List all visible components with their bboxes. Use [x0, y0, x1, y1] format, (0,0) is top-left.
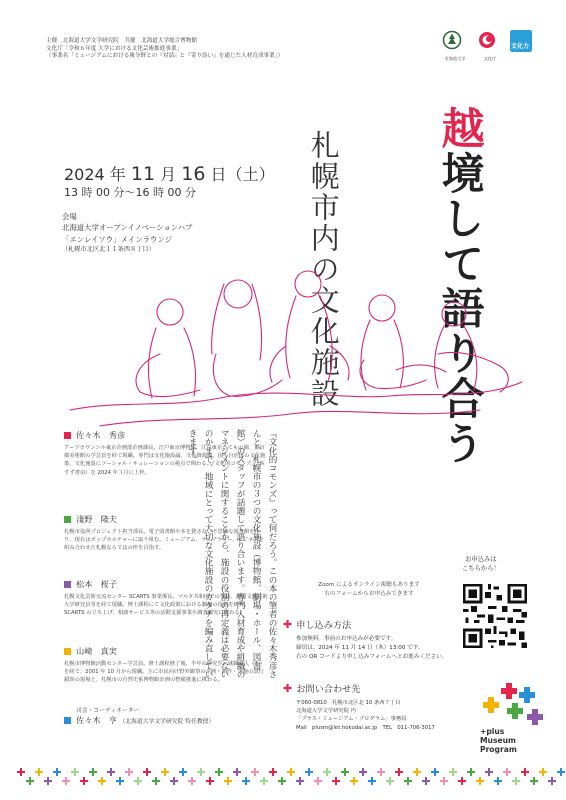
deco-plus-mark — [332, 780, 340, 782]
speaker-bio: 札幌文化芸術交流センター SCARTS 事業係長。マルタ共和国での生活、静岡文化芸術大学研究員等を経て現職。博士課程にて文化政策における劇場の役割を研究。SCARTS の立ち上げ、相談サービス等の活動支援事業や調査研究に携わる。 — [64, 594, 268, 617]
contact-office: 「プラス・ミュージアム・プログラム」事務局 — [296, 716, 407, 723]
organizer-header — [46, 38, 346, 61]
deco-plus-mark — [422, 780, 430, 782]
speaker-color-marker — [64, 516, 71, 523]
deco-plus-mark — [557, 771, 565, 773]
deco-plus-mark — [197, 771, 205, 773]
date-month: 11 — [130, 163, 156, 185]
deco-plus-mark — [107, 771, 115, 773]
venue-name-line1: 北海道大学オープンイノベーションハブ — [62, 223, 193, 233]
deco-plus-mark — [251, 771, 259, 773]
deco-plus-mark — [152, 780, 160, 782]
deco-plus-mark — [440, 780, 448, 782]
speaker-color-marker — [64, 432, 71, 439]
coordinator-block — [64, 705, 284, 729]
program-line-3: Program — [480, 745, 517, 755]
coordinator-color-marker — [64, 717, 71, 724]
contact-heading: お問い合わせ先 — [296, 684, 361, 695]
deco-plus-mark — [26, 780, 34, 782]
bunkacho-logo — [477, 30, 503, 70]
speaker-bio: 札幌市博物館活動センター学芸員。修士課程修了後、半年の研究生＝就職浪人（？）を経て、2001 年 10 月から現職。主に市民向け野外観察の企画・制作・実施の試行錯誤の現場と、札幌市の自然史系博物館計画の整備推進に携わる。 — [64, 661, 266, 684]
coordinator-affiliation: （北海道大学文学研究院 特任教授） — [119, 719, 215, 725]
deco-plus-mark — [314, 780, 322, 782]
deco-plus-mark — [80, 780, 88, 782]
deco-plus-mark — [323, 771, 331, 773]
deco-plus-mark — [242, 780, 250, 782]
people-line-illustration — [60, 250, 530, 440]
date-weekday: （土） — [226, 165, 275, 184]
contact-org: 北海道大学文学研究院 内 — [296, 708, 356, 715]
deco-plus-mark — [368, 780, 376, 782]
plus-museum-program-text — [480, 727, 517, 754]
speaker-name: 松本 桜子 — [76, 579, 117, 589]
event-time: 13 時 00 分～16 時 00 分 — [64, 186, 196, 199]
date-year: 2024 年 — [64, 165, 126, 184]
deco-plus-mark — [494, 780, 502, 782]
project-name-line: （事業名「ミュージアムにおける複分野との『対話』と『寄り添い』を通じた人材育成事業」） — [46, 53, 284, 60]
deco-plus-mark — [188, 780, 196, 782]
speaker-card-matsumoto — [64, 579, 268, 618]
deco-plus-mark — [143, 771, 151, 773]
deco-plus-mark — [161, 771, 169, 773]
application-section — [283, 617, 543, 662]
bunkacho-logo-text: 文化庁 — [483, 56, 497, 61]
plus-icon: ✚ — [283, 617, 293, 631]
application-line-qr: 右の QR コードより申し込みフォームへとお進みください。 — [296, 653, 448, 660]
deco-plus-mark — [512, 780, 520, 782]
deco-plus-mark — [377, 771, 385, 773]
deco-plus-mark — [62, 780, 70, 782]
decorative-plus-border — [0, 766, 566, 792]
contact-mail-tel[interactable]: Mail plusm@let.hokudai.ac.jp TEL 011-706-3017 — [296, 724, 435, 731]
deco-plus-mark — [233, 771, 241, 773]
deco-plus-mark — [44, 780, 52, 782]
plus-icon: ✚ — [283, 681, 293, 695]
venue-block — [62, 211, 192, 255]
deco-plus-mark — [413, 771, 421, 773]
main-title-rest: 境して語り合う — [434, 151, 485, 466]
application-line-fee: 参加無料。事前のお申込みが必要です。 — [296, 636, 397, 642]
deco-plus-mark — [485, 771, 493, 773]
deco-plus-mark — [296, 780, 304, 782]
bunkaryoku-logo — [510, 30, 536, 70]
deco-plus-mark — [467, 771, 475, 773]
deco-plus-mark — [350, 780, 358, 782]
deco-plus-mark — [404, 780, 412, 782]
program-line-2: Museum — [480, 736, 516, 746]
venue-name-line2: 「エンレイソウ」メインラウンジ — [62, 234, 172, 244]
deco-plus-mark — [170, 780, 178, 782]
speaker-name: 山崎 真実 — [76, 646, 117, 656]
hokudai-emblem-icon — [442, 30, 462, 50]
deco-plus-mark — [125, 771, 133, 773]
zoom-note: Zoom によるオンライン視聴もあります 右のフォームからお申込みできます — [318, 582, 420, 597]
speaker-card-sasaki — [64, 430, 268, 477]
date-day-unit: 日 — [205, 165, 227, 184]
deco-plus-mark — [98, 780, 106, 782]
deco-plus-mark — [224, 780, 232, 782]
venue-label: 会場 — [62, 212, 77, 221]
deco-plus-mark — [431, 771, 439, 773]
speaker-name: 淺野 隆夫 — [76, 514, 117, 524]
deco-plus-mark — [134, 780, 142, 782]
deco-plus-mark — [521, 771, 529, 773]
deco-plus-mark — [269, 771, 277, 773]
deco-plus-mark — [548, 780, 556, 782]
deco-plus-mark — [287, 771, 295, 773]
deco-plus-mark — [458, 780, 466, 782]
deco-plus-mark — [179, 771, 187, 773]
speaker-card-yamazaki — [64, 646, 268, 685]
deco-plus-mark — [17, 771, 25, 773]
coordinator-label: 司会・コーディネーター — [76, 708, 140, 714]
bunkaryoku-logo-text: 文化力 — [511, 43, 530, 50]
contact-address: 〒060-0810 札幌市北区北 10 条西７丁目 — [296, 700, 401, 706]
application-line-deadline: 締切は、2024 年 11 月 14 日（木）13:00 です。 — [296, 644, 424, 651]
speaker-card-asano — [64, 514, 268, 553]
hokudai-logo — [442, 30, 468, 70]
deco-plus-mark — [359, 771, 367, 773]
hokudai-logo-text: 北海道大学 — [444, 56, 466, 61]
speaker-name: 佐々木 秀彦 — [76, 430, 126, 440]
date-month-unit: 月 — [155, 165, 177, 184]
venue-address: （札幌市北区北１１条西８丁目） — [62, 246, 155, 254]
deco-plus-mark — [530, 780, 538, 782]
organizer-line: 主催 北海道大学文学研究院 共催 北海道大学総合博物館 — [46, 38, 198, 44]
speaker-bio: アーツカウンシル東京企画部企画課長。江戸東京博物館、江戸東京たてもの園、東京都美術館の学芸員を経て現職。専門は文化施設論、文化資源論。国や自治体の文化施策、文化施設にソーシャル・キュレーションの視点で関わる。『文化的コモンズ』（みすず書房）を 2024 年３月に上梓。 — [64, 445, 266, 476]
deco-plus-mark — [53, 771, 61, 773]
deco-plus-mark — [35, 771, 43, 773]
speaker-color-marker — [64, 581, 71, 588]
program-line-1: +plus — [480, 727, 505, 736]
deco-plus-mark — [476, 780, 484, 782]
date-day: 16 — [181, 163, 206, 185]
speaker-bio: 札幌市役所プロジェクト担当部長。電子図書館や本を貸さない不思議な図書館を作り、現在はポップカルチャーに取り組む。ミュージアム、ライブラリー、ビジネスを組み合わせた札幌ならではの形を目指す。 — [64, 529, 264, 552]
deco-plus-mark — [539, 771, 547, 773]
deco-plus-mark — [305, 771, 313, 773]
deco-plus-mark — [395, 771, 403, 773]
deco-plus-mark — [386, 780, 394, 782]
deco-plus-mark — [71, 771, 79, 773]
deco-plus-mark — [503, 771, 511, 773]
application-heading: 申し込み方法 — [296, 620, 352, 631]
coordinator-name: 佐々木 亨 — [76, 715, 117, 725]
contact-section — [283, 681, 473, 732]
program-line: 文化庁「令和６年度 大学における文化芸術推進事業」 — [46, 45, 183, 52]
sponsor-logos — [442, 30, 538, 70]
deco-plus-mark — [89, 771, 97, 773]
main-title-accent: 越 — [434, 106, 485, 151]
event-description: 『文化的コモンズ』って何だろう。この本の筆者の佐々木秀彦さんと、札幌市の３つの文化施設（博物館、劇場・ホール、図書館）のスタッフが話題して語り合います。専門人材育成や組織のマネジメントに関することから、施設の役割の再定義は必要ないのかまで、地域にとって大切な文化施設のカタチを編み直していきます。 — [187, 429, 277, 679]
event-date — [64, 162, 275, 185]
deco-plus-mark — [278, 780, 286, 782]
deco-plus-mark — [215, 771, 223, 773]
speaker-color-marker — [64, 648, 71, 655]
subtitle: 札幌市内の文化施設 — [306, 130, 341, 409]
deco-plus-mark — [116, 780, 124, 782]
deco-plus-mark — [206, 780, 214, 782]
bunkacho-emblem-icon — [477, 30, 497, 50]
deco-plus-mark — [449, 771, 457, 773]
apply-prompt: お申込みは こちらから！ — [462, 556, 500, 572]
deco-plus-mark — [260, 780, 268, 782]
deco-plus-mark — [341, 771, 349, 773]
